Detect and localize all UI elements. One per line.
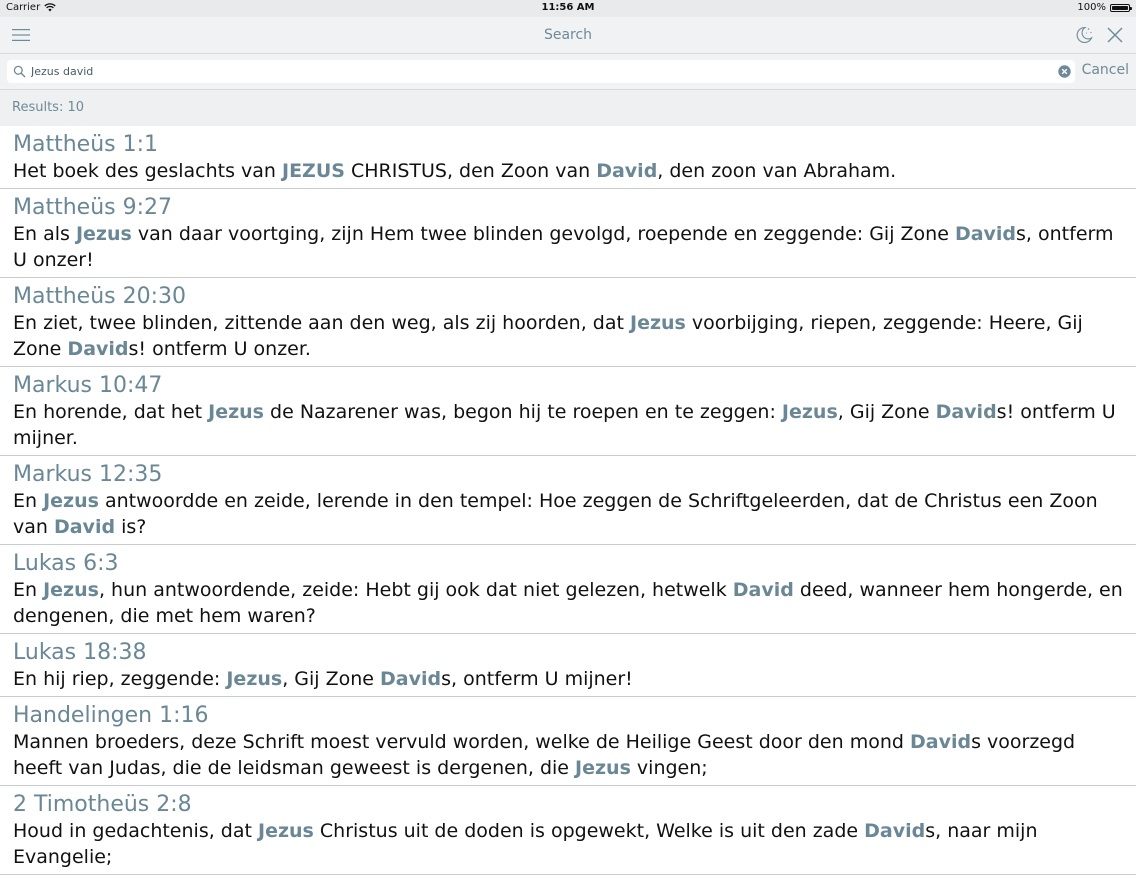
verse-text: s voorzegd heeft van Judas, die de leidsman geweest is dergenen, die — [13, 731, 1076, 779]
result-reference: Lukas 6:3 — [13, 551, 119, 576]
result-item[interactable] — [0, 278, 1136, 367]
highlighted-term: David — [596, 160, 658, 182]
result-text — [13, 818, 1124, 870]
verse-text: vingen; — [630, 757, 708, 779]
clear-icon[interactable] — [1058, 65, 1071, 78]
battery-fill — [1112, 6, 1128, 10]
result-text — [13, 666, 1124, 692]
result-text — [13, 310, 1124, 362]
close-icon[interactable] — [1106, 26, 1124, 44]
verse-text: s, naar mijn Evangelie; — [13, 820, 1038, 868]
verse-text: En ziet, twee blinden, zittende aan den weg, als zij hoorden, dat — [13, 312, 630, 334]
status-time: 11:56 AM — [541, 2, 595, 13]
battery-icon — [1110, 4, 1130, 12]
result-reference: Lukas 18:38 — [13, 640, 147, 665]
result-item[interactable] — [0, 545, 1136, 634]
result-text — [13, 399, 1124, 451]
highlighted-term: David — [53, 516, 116, 538]
verse-text: Christus uit de doden is opgewekt, Welke is uit den zade — [313, 820, 865, 842]
status-bar — [0, 0, 1136, 17]
highlighted-term: Jezus — [43, 490, 99, 512]
verse-text: deed, wanneer hem hongerde, en dengenen, die met hem waren? — [13, 579, 1123, 627]
verse-text: , Gij Zone — [282, 668, 381, 690]
highlighted-term: David — [732, 579, 794, 601]
highlighted-term: David — [864, 820, 926, 842]
verse-text: is? — [115, 516, 147, 538]
cancel-button[interactable]: Cancel — [1081, 62, 1129, 78]
result-reference: Markus 10:47 — [13, 373, 163, 398]
verse-text: , hun antwoordende, zeide: Hebt gij ook dat niet gelezen, hetwelk — [98, 579, 733, 601]
result-item[interactable] — [0, 367, 1136, 456]
search-field[interactable] — [7, 60, 1075, 83]
verse-text: voorbijging, riepen, zeggende: Heere, Gij Zone — [13, 312, 1083, 360]
verse-text: Houd in gedachtenis, dat — [13, 820, 258, 842]
night-mode-icon[interactable] — [1074, 25, 1094, 45]
verse-text: s, ontferm U onzer! — [13, 223, 1114, 271]
highlighted-term: David — [67, 338, 129, 360]
verse-text: s! ontferm U onzer. — [128, 338, 311, 360]
result-item[interactable] — [0, 189, 1136, 278]
highlighted-term: Jezus — [258, 820, 314, 842]
highlighted-term: JEZUS — [282, 160, 345, 182]
highlighted-term: David — [935, 401, 997, 423]
carrier-label: Carrier — [6, 2, 41, 13]
result-reference: Handelingen 1:16 — [13, 703, 209, 728]
highlighted-term: Jezus — [630, 312, 686, 334]
verse-text: de Nazarener was, begon hij te roepen en te zeggen: — [263, 401, 782, 423]
nav-bar — [0, 17, 1136, 54]
verse-text: s! ontferm U mijner. — [13, 401, 1116, 449]
verse-text: , den zoon van Abraham. — [657, 160, 897, 182]
verse-text: van daar voortging, zijn Hem twee blinden gevolgd, roepende en zeggende: Gij Zone — [131, 223, 955, 245]
verse-text: antwoordde en zeide, lerende in den tempel: Hoe zeggen de Schriftgeleerden, dat de Christus een Zoon van — [13, 490, 1098, 538]
verse-text: En — [13, 490, 44, 512]
status-right — [1077, 2, 1130, 13]
results-count: Results: 10 — [12, 100, 84, 115]
result-text — [13, 729, 1124, 781]
verse-text: , Gij Zone — [837, 401, 936, 423]
highlighted-term: Jezus — [226, 668, 283, 690]
search-input[interactable] — [31, 62, 1041, 81]
verse-text: En — [13, 579, 44, 601]
highlighted-term: Jezus — [781, 401, 838, 423]
verse-text: CHRISTUS, den Zoon van — [344, 160, 597, 182]
highlighted-term: Jezus — [208, 401, 264, 423]
results-count-bar — [0, 90, 1136, 126]
highlighted-term: David — [954, 223, 1017, 245]
result-text — [13, 221, 1124, 273]
verse-text: En als — [13, 223, 76, 245]
highlighted-term: Jezus — [575, 757, 631, 779]
results-list — [0, 126, 1136, 875]
highlighted-term: David — [380, 668, 442, 690]
search-icon — [13, 65, 26, 78]
result-item[interactable] — [0, 786, 1136, 875]
result-item[interactable] — [0, 697, 1136, 786]
verse-text: En hij riep, zeggende: — [13, 668, 227, 690]
result-text — [13, 488, 1124, 540]
verse-text: Het boek des geslachts van — [13, 160, 282, 182]
result-reference: Mattheüs 20:30 — [13, 284, 186, 309]
result-reference: Mattheüs 9:27 — [13, 195, 172, 220]
search-bar — [0, 54, 1136, 90]
highlighted-term: Jezus — [43, 579, 99, 601]
page-title: Search — [543, 27, 593, 43]
highlighted-term: David — [909, 731, 972, 753]
highlighted-term: Jezus — [75, 223, 132, 245]
verse-text: Mannen broeders, deze Schrift moest vervuld worden, welke de Heilige Geest door den mond — [13, 731, 910, 753]
result-item[interactable] — [0, 126, 1136, 189]
battery-percent: 100% — [1077, 2, 1106, 13]
result-text — [13, 577, 1124, 629]
result-item[interactable] — [0, 456, 1136, 545]
result-reference: Mattheüs 1:1 — [13, 132, 158, 157]
result-reference: 2 Timotheüs 2:8 — [13, 792, 192, 817]
verse-text: s, ontferm U mijner! — [441, 668, 633, 690]
result-item[interactable] — [0, 634, 1136, 697]
verse-text: En horende, dat het — [13, 401, 209, 423]
result-reference: Markus 12:35 — [13, 462, 163, 487]
result-text — [13, 158, 1124, 184]
